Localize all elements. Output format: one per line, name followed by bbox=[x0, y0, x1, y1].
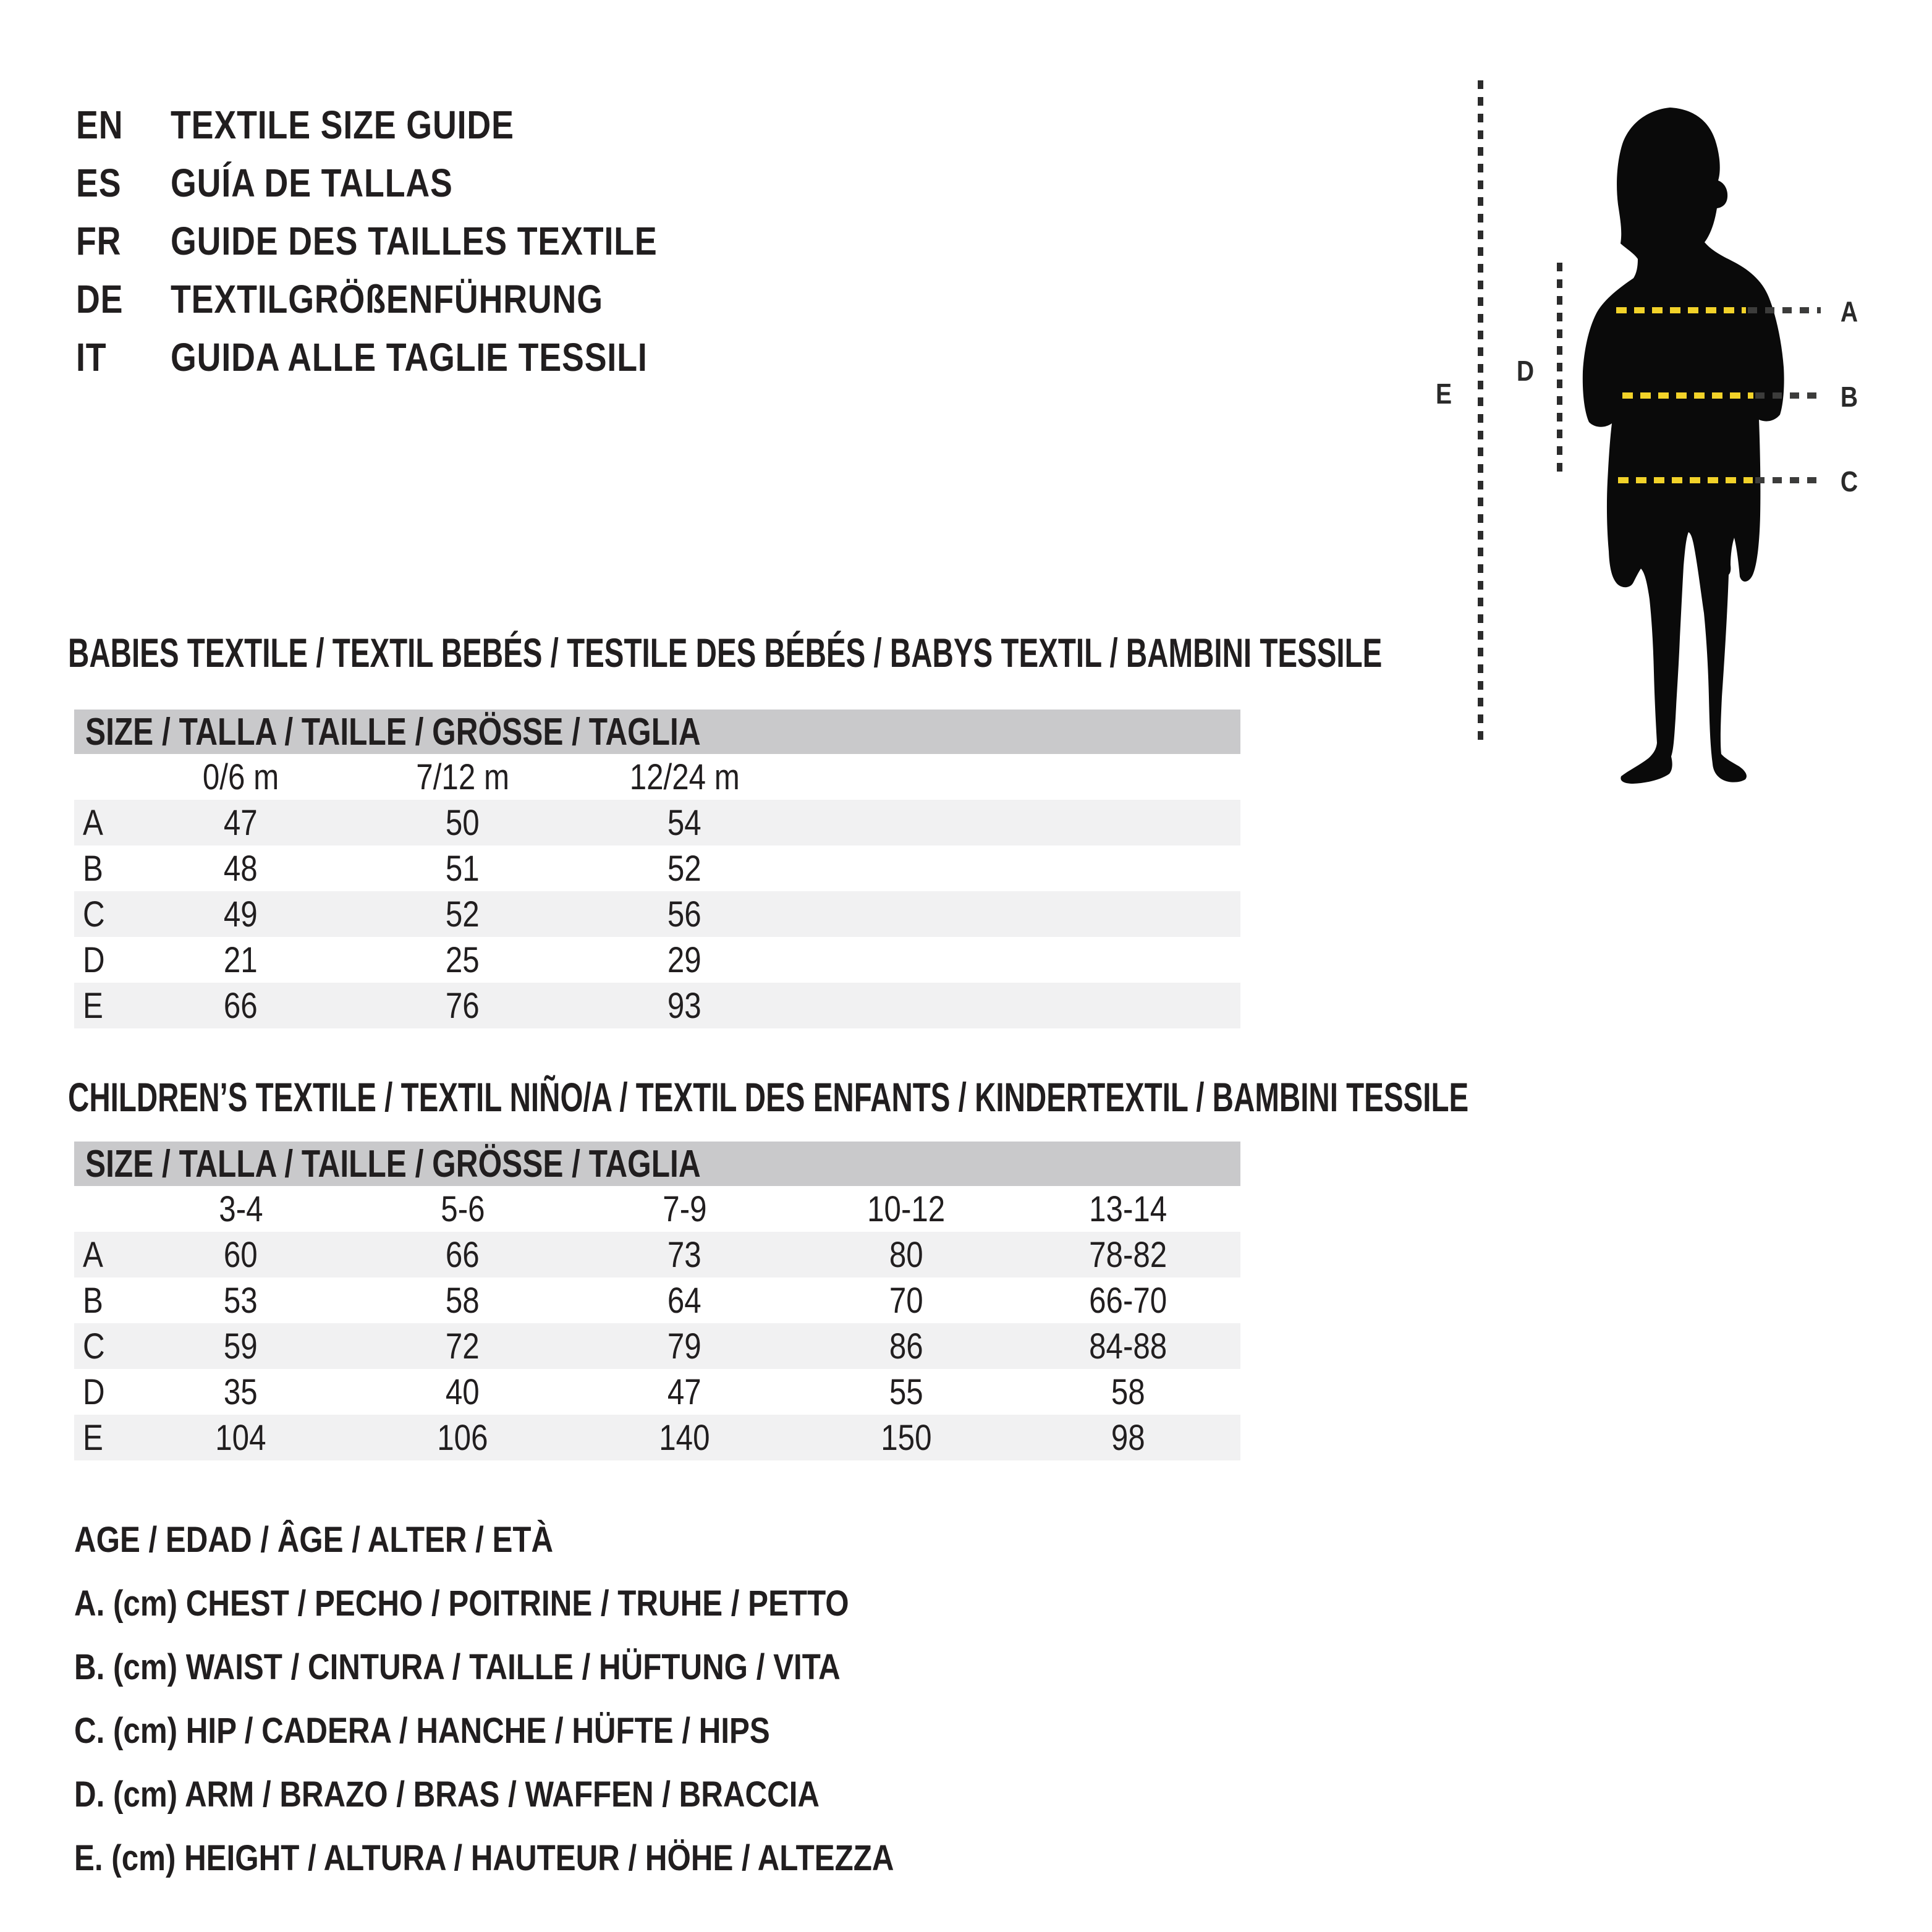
lang-row-en bbox=[76, 96, 750, 154]
cell-value: 66-70 bbox=[1089, 1280, 1167, 1321]
chest-measure-line-a-dark bbox=[1748, 307, 1821, 313]
lang-title-es: GUÍA DE TALLAS bbox=[171, 161, 453, 205]
children-size-header-label: SIZE / TALLA / TAILLE / GRÖSSE / TAGLIA bbox=[85, 1142, 701, 1185]
babies-row-b bbox=[74, 845, 1240, 891]
children-row-d bbox=[74, 1369, 1240, 1415]
measurement-legend bbox=[74, 1508, 1039, 1890]
babies-col-2: 12/24 m bbox=[629, 756, 740, 797]
children-row-a bbox=[74, 1232, 1240, 1277]
children-row-c bbox=[74, 1323, 1240, 1369]
cell-value: 52 bbox=[667, 848, 701, 889]
arm-measure-line-d bbox=[1557, 263, 1562, 472]
figure-label-e: E bbox=[1435, 378, 1452, 410]
row-label: E bbox=[83, 1417, 103, 1458]
babies-size-table bbox=[74, 710, 1240, 1028]
cell-value: 59 bbox=[224, 1326, 258, 1366]
figure-label-d: D bbox=[1516, 355, 1535, 387]
lang-title-de: TEXTILGRÖßENFÜHRUNG bbox=[171, 277, 603, 321]
lang-row-de bbox=[76, 270, 750, 328]
babies-section-title: BABIES TEXTILE / TEXTIL BEBÉS / TESTILE DES BÉBÉS / BABYS TEXTIL / BAMBINI TESSILE bbox=[68, 630, 1383, 676]
cell-value: 70 bbox=[889, 1280, 923, 1321]
lang-title-it: GUIDA ALLE TAGLIE TESSILI bbox=[171, 335, 648, 379]
row-label: B bbox=[83, 1280, 103, 1321]
children-row-b bbox=[74, 1277, 1240, 1323]
cell-value: 50 bbox=[446, 802, 480, 843]
figure-label-b: B bbox=[1840, 381, 1858, 413]
row-label: D bbox=[83, 1371, 105, 1412]
children-size-table bbox=[74, 1142, 1240, 1460]
cell-value: 66 bbox=[446, 1234, 480, 1275]
babies-row-a bbox=[74, 800, 1240, 845]
row-label: A bbox=[83, 802, 103, 843]
cell-value: 106 bbox=[437, 1417, 488, 1458]
cell-value: 86 bbox=[889, 1326, 923, 1366]
row-label: A bbox=[83, 1234, 103, 1275]
legend-chest: A. (cm) CHEST / PECHO / POITRINE / TRUHE / PETTO bbox=[74, 1583, 849, 1624]
cell-value: 47 bbox=[667, 1371, 701, 1412]
cell-value: 93 bbox=[667, 985, 701, 1026]
cell-value: 52 bbox=[446, 894, 480, 934]
lang-code-en: EN bbox=[76, 103, 124, 147]
chest-measure-line-a-yellow bbox=[1616, 307, 1746, 313]
babies-row-d bbox=[74, 937, 1240, 983]
children-col-4: 13-14 bbox=[1089, 1188, 1167, 1229]
babies-row-e bbox=[74, 983, 1240, 1028]
cell-value: 35 bbox=[224, 1371, 258, 1412]
lang-code-es: ES bbox=[76, 161, 122, 205]
language-title-list bbox=[76, 96, 750, 386]
row-label: B bbox=[83, 848, 103, 889]
row-label: C bbox=[83, 894, 105, 934]
cell-value: 78-82 bbox=[1089, 1234, 1167, 1275]
cell-value: 58 bbox=[446, 1280, 480, 1321]
cell-value: 53 bbox=[224, 1280, 258, 1321]
row-label: E bbox=[83, 985, 103, 1026]
cell-value: 47 bbox=[224, 802, 258, 843]
child-silhouette-icon bbox=[1577, 105, 1800, 785]
babies-row-c bbox=[74, 891, 1240, 937]
cell-value: 150 bbox=[881, 1417, 932, 1458]
row-label: D bbox=[83, 939, 105, 980]
babies-table-header-bar bbox=[74, 710, 1240, 754]
cell-value: 29 bbox=[667, 939, 701, 980]
lang-title-fr: GUIDE DES TAILLES TEXTILE bbox=[171, 219, 658, 263]
children-col-2: 7-9 bbox=[662, 1188, 707, 1229]
cell-value: 25 bbox=[446, 939, 480, 980]
lang-title-en: TEXTILE SIZE GUIDE bbox=[171, 103, 514, 147]
children-col-3: 10-12 bbox=[867, 1188, 946, 1229]
children-col-1: 5-6 bbox=[440, 1188, 485, 1229]
cell-value: 76 bbox=[446, 985, 480, 1026]
children-section-title: CHILDREN’S TEXTILE / TEXTIL NIÑO/A / TEXTIL DES ENFANTS / KINDERTEXTIL / BAMBINI TESSILE bbox=[68, 1074, 1469, 1120]
cell-value: 54 bbox=[667, 802, 701, 843]
babies-col-0: 0/6 m bbox=[202, 756, 279, 797]
lang-code-it: IT bbox=[76, 335, 107, 379]
cell-value: 79 bbox=[667, 1326, 701, 1366]
cell-value: 140 bbox=[659, 1417, 710, 1458]
cell-value: 98 bbox=[1111, 1417, 1145, 1458]
cell-value: 73 bbox=[667, 1234, 701, 1275]
cell-value: 80 bbox=[889, 1234, 923, 1275]
lang-code-fr: FR bbox=[76, 219, 122, 263]
cell-value: 60 bbox=[224, 1234, 258, 1275]
cell-value: 64 bbox=[667, 1280, 701, 1321]
lang-row-es bbox=[76, 154, 750, 212]
legend-arm: D. (cm) ARM / BRAZO / BRAS / WAFFEN / BRACCIA bbox=[74, 1774, 820, 1815]
children-row-e bbox=[74, 1415, 1240, 1460]
children-table-header-bar bbox=[74, 1142, 1240, 1186]
lang-row-fr bbox=[76, 212, 750, 270]
legend-height: E. (cm) HEIGHT / ALTURA / HAUTEUR / HÖHE / ALTEZZA bbox=[74, 1838, 894, 1878]
cell-value: 21 bbox=[224, 939, 258, 980]
lang-code-de: DE bbox=[76, 277, 124, 321]
babies-size-header-label: SIZE / TALLA / TAILLE / GRÖSSE / TAGLIA bbox=[85, 710, 701, 753]
waist-measure-line-b-yellow bbox=[1622, 392, 1753, 399]
cell-value: 58 bbox=[1111, 1371, 1145, 1412]
hip-measure-line-c-yellow bbox=[1618, 477, 1753, 483]
figure-label-c: C bbox=[1840, 465, 1858, 498]
cell-value: 49 bbox=[224, 894, 258, 934]
cell-value: 55 bbox=[889, 1371, 923, 1412]
legend-hip: C. (cm) HIP / CADERA / HANCHE / HÜFTE / HIPS bbox=[74, 1711, 770, 1751]
legend-waist: B. (cm) WAIST / CINTURA / TAILLE / HÜFTUNG / VITA bbox=[74, 1647, 841, 1687]
cell-value: 56 bbox=[667, 894, 701, 934]
row-label: C bbox=[83, 1326, 105, 1366]
lang-row-it bbox=[76, 328, 750, 386]
legend-age: AGE / EDAD / ÂGE / ALTER / ETÀ bbox=[74, 1520, 554, 1560]
babies-col-1: 7/12 m bbox=[416, 756, 509, 797]
children-col-0: 3-4 bbox=[218, 1188, 263, 1229]
waist-measure-line-b-dark bbox=[1755, 392, 1822, 399]
cell-value: 104 bbox=[215, 1417, 266, 1458]
hip-measure-line-c-dark bbox=[1755, 477, 1822, 483]
cell-value: 48 bbox=[224, 848, 258, 889]
children-column-header-row bbox=[74, 1186, 1240, 1232]
figure-label-a: A bbox=[1840, 295, 1858, 328]
babies-column-header-row bbox=[74, 754, 1240, 800]
cell-value: 40 bbox=[446, 1371, 480, 1412]
cell-value: 51 bbox=[446, 848, 480, 889]
cell-value: 72 bbox=[446, 1326, 480, 1366]
cell-value: 84-88 bbox=[1089, 1326, 1167, 1366]
cell-value: 66 bbox=[224, 985, 258, 1026]
